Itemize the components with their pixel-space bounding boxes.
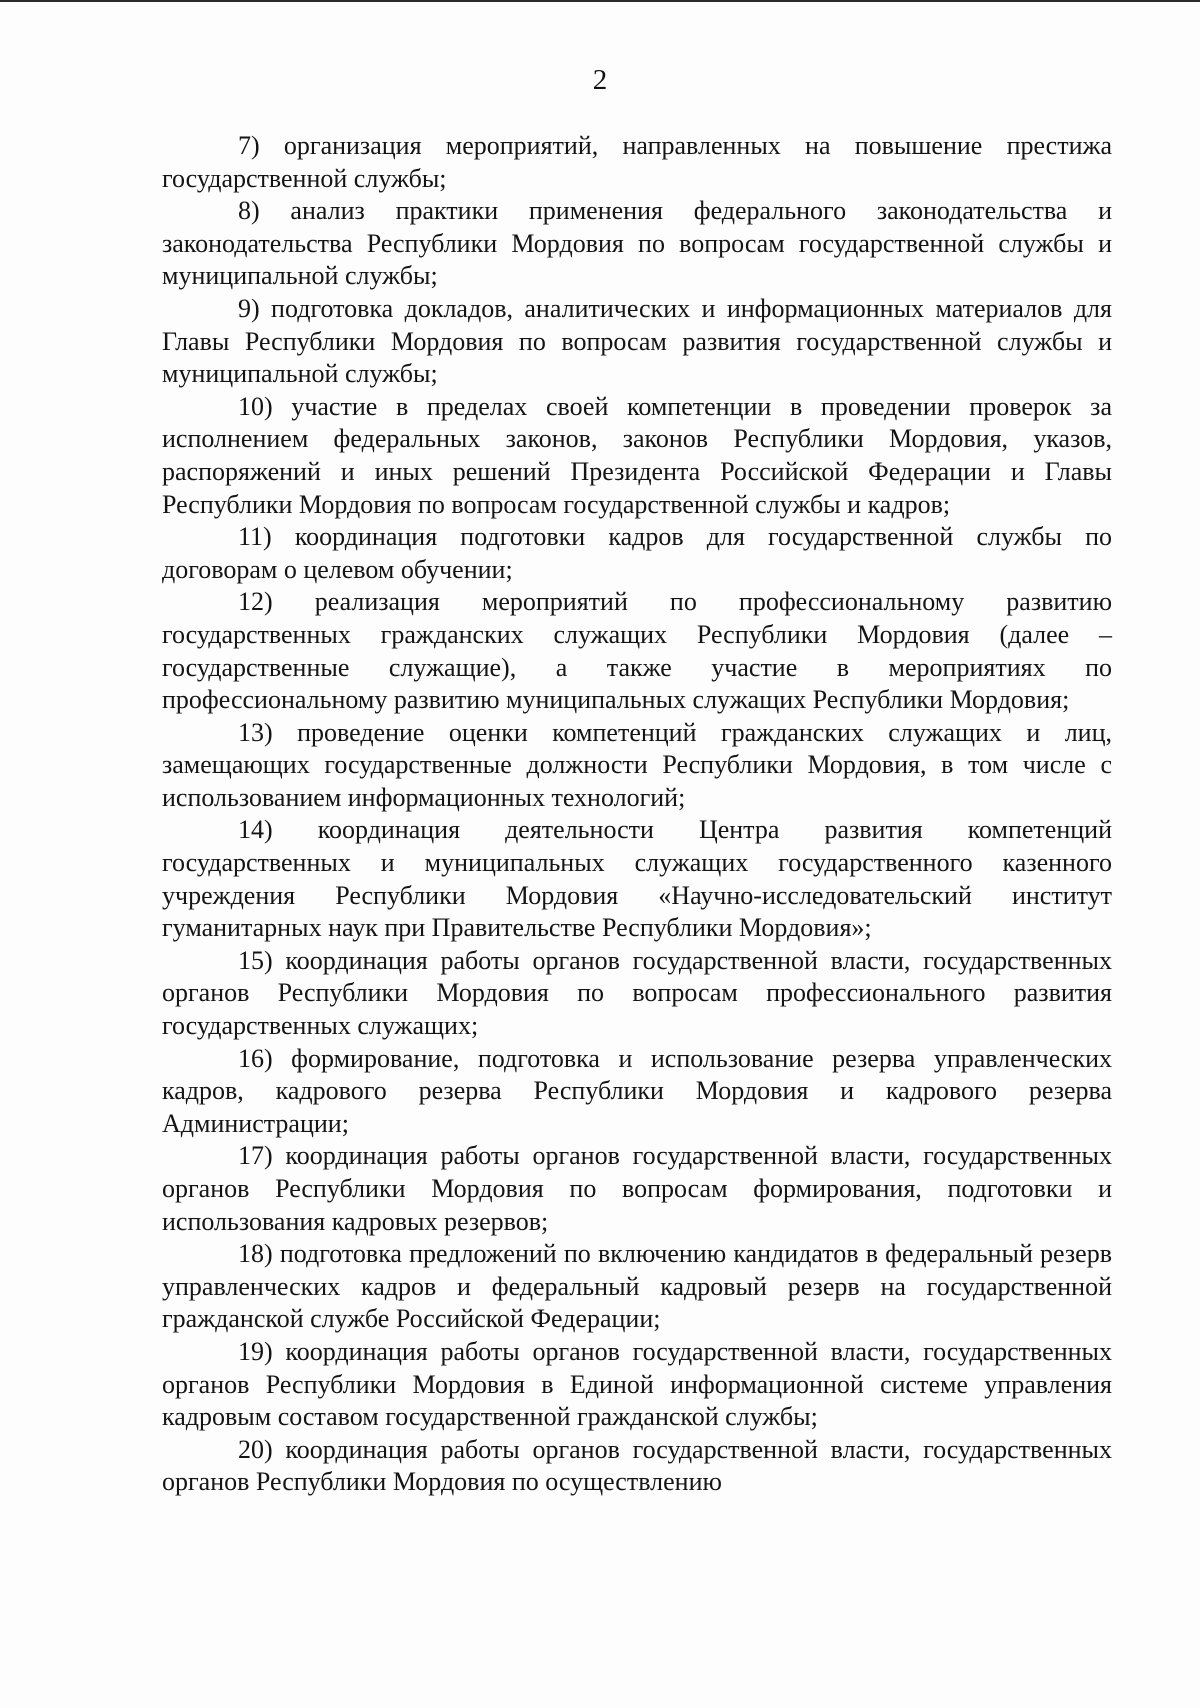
paragraph-item-20: 20) координация работы органов государственной власти, государственных органов Республики Мордовия по осуществлению — [162, 1434, 1112, 1497]
paragraph-item-14: 14) координация деятельности Центра развития компетенций государственных и муниципальных служащих государственного казенного учреждения Республики Мордовия «Научно-исследовательский институт гуманитарных наук при Правительстве Республики Мордовия»; — [162, 815, 1112, 943]
paragraph-item-7: 7) организация мероприятий, направленных на повышение престижа государственной службы; — [162, 131, 1112, 193]
paragraph-item-8: 8) анализ практики применения федерального законодательства и законодательства Республики Мордовия по вопросам государственной службы и муниципальной службы; — [162, 196, 1112, 291]
paragraph-item-11: 11) координация подготовки кадров для государственной службы по договорам о целевом обучении; — [162, 522, 1112, 584]
paragraph-item-19: 19) координация работы органов государственной власти, государственных органов Республики Мордовия в Единой информационной системе управления кадровым составом государственной гражданской службы; — [162, 1336, 1112, 1432]
paragraph-item-18: 18) подготовка предложений по включению кандидатов в федеральный резерв управленческих кадров и федеральный кадровый резерв на государственной гражданской службе Российской Федерации; — [162, 1239, 1112, 1334]
paragraph-item-12: 12) реализация мероприятий по профессиональному развитию государственных гражданских служащих Республики Мордовия (далее – государственные служащие), а также участие в мероприятиях по профессиональному развитию муниципальных служащих Республики Мордовия; — [162, 587, 1112, 715]
paragraph-item-9: 9) подготовка докладов, аналитических и информационных материалов для Главы Республики Мордовия по вопросам развития государственной службы и муниципальной службы; — [162, 293, 1112, 389]
paragraph-item-10: 10) участие в пределах своей компетенции в проведении проверок за исполнением федеральных законов, законов Республики Мордовия, указов, распоряжений и иных решений Президента Российской Федерации и Главы Республики Мордовия по вопросам государственной службы и кадров; — [162, 391, 1112, 519]
document-body — [162, 130, 1112, 1499]
paragraph-item-17: 17) координация работы органов государственной власти, государственных органов Республики Мордовия по вопросам формирования, подготовки и использования кадровых резервов; — [162, 1141, 1112, 1236]
page-number: 2 — [592, 64, 608, 96]
paragraph-item-15: 15) координация работы органов государственной власти, государственных органов Республики Мордовия по вопросам профессионального развития государственных служащих; — [162, 945, 1112, 1041]
paragraph-item-13: 13) проведение оценки компетенций гражданских служащих и лиц, замещающих государственные должности Республики Мордовия, в том числе с использованием информационных технологий; — [162, 717, 1112, 812]
paragraph-item-16: 16) формирование, подготовка и использование резерва управленческих кадров, кадрового резерва Республики Мордовия и кадрового резерва Администрации; — [162, 1043, 1112, 1138]
